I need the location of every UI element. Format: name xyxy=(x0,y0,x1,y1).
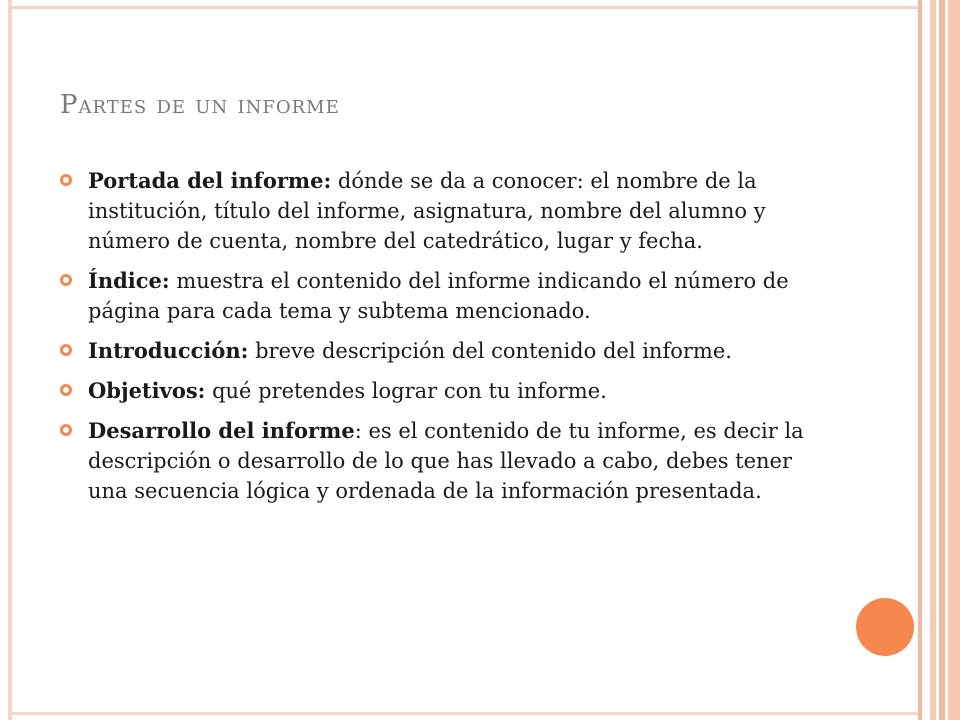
bullet-term: Desarrollo del informe xyxy=(88,418,355,443)
bullet-text: breve descripción del contenido del informe. xyxy=(248,339,732,363)
circle-bullet-icon xyxy=(60,344,72,356)
stripe xyxy=(948,0,960,720)
bullet-term: Introducción: xyxy=(88,338,249,363)
bullet-text: dónde se da a conocer: el nombre de la institución, título del informe, asignatura, nombre del alumno y número de cuenta, nombre del catedrático, lugar y fecha. xyxy=(88,169,766,253)
slide-title: Partes de un informe xyxy=(60,90,340,120)
orange-circle-icon xyxy=(856,598,914,656)
bullet-term: Índice: xyxy=(88,268,170,293)
bullet-item-indice xyxy=(58,266,818,326)
bullet-item-introduccion xyxy=(58,336,818,366)
bullet-item-portada xyxy=(58,166,818,256)
bullet-text: : es el contenido de tu informe, es decir la descripción o desarrollo de lo que has llevado a cabo, debes tener una secuencia lógica y ordenada de la información presentada. xyxy=(88,419,804,503)
frame-left-border xyxy=(8,0,12,720)
circle-bullet-icon xyxy=(60,274,72,286)
bullet-text: qué pretendes lograr con tu informe. xyxy=(205,379,607,403)
right-decorative-stripes xyxy=(918,0,960,720)
circle-bullet-icon xyxy=(60,424,72,436)
bullet-list xyxy=(58,166,818,516)
bullet-term: Objetivos: xyxy=(88,378,206,403)
frame-bottom-border xyxy=(8,712,920,715)
circle-bullet-icon xyxy=(60,174,72,186)
bullet-text: muestra el contenido del informe indicando el número de página para cada tema y subtema mencionado. xyxy=(88,269,789,323)
stripe xyxy=(922,0,930,720)
bullet-item-desarrollo xyxy=(58,416,818,506)
bullet-item-objetivos xyxy=(58,376,818,406)
circle-bullet-icon xyxy=(60,384,72,396)
bullet-term: Portada del informe: xyxy=(88,168,332,193)
frame-top-border xyxy=(8,6,920,9)
